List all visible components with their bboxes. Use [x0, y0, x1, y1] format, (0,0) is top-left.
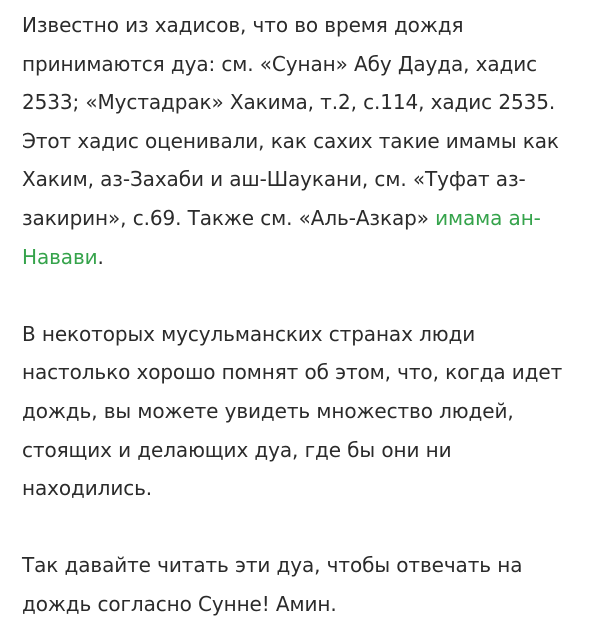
paragraph-muslim-countries: В некоторых мусульманских странах люди настолько хорошо помнят об этом, что, когда идет дождь, вы можете увидеть множество людей, стоящих и делающих дуа, где бы они ни находились.	[22, 321, 563, 501]
paragraph-hadith-sources	[22, 6, 584, 276]
paragraph-hadith-sources-period: .	[97, 244, 104, 269]
paragraph-closing: Так давайте читать эти дуа, чтобы отвечать на дождь согласно Сунне! Амин.	[22, 553, 523, 616]
paragraph-hadith-sources-text: Известно из хадисов, что во время дождя принимаются дуа: см. «Сунан» Абу Дауда, хадис 2533; «Мустадрак» Хакима, т.2, с.114, хадис 2535. Этот хадис оценивали, как сахих такие имамы как Хаким, аз-Захаби и аш-Шаукани, см. «Туфат аз-закирин», с.69. Также см. «Аль-Азкар»	[22, 13, 559, 230]
imam-an-nawawi-link[interactable]: имама ан-Навави	[22, 205, 541, 269]
